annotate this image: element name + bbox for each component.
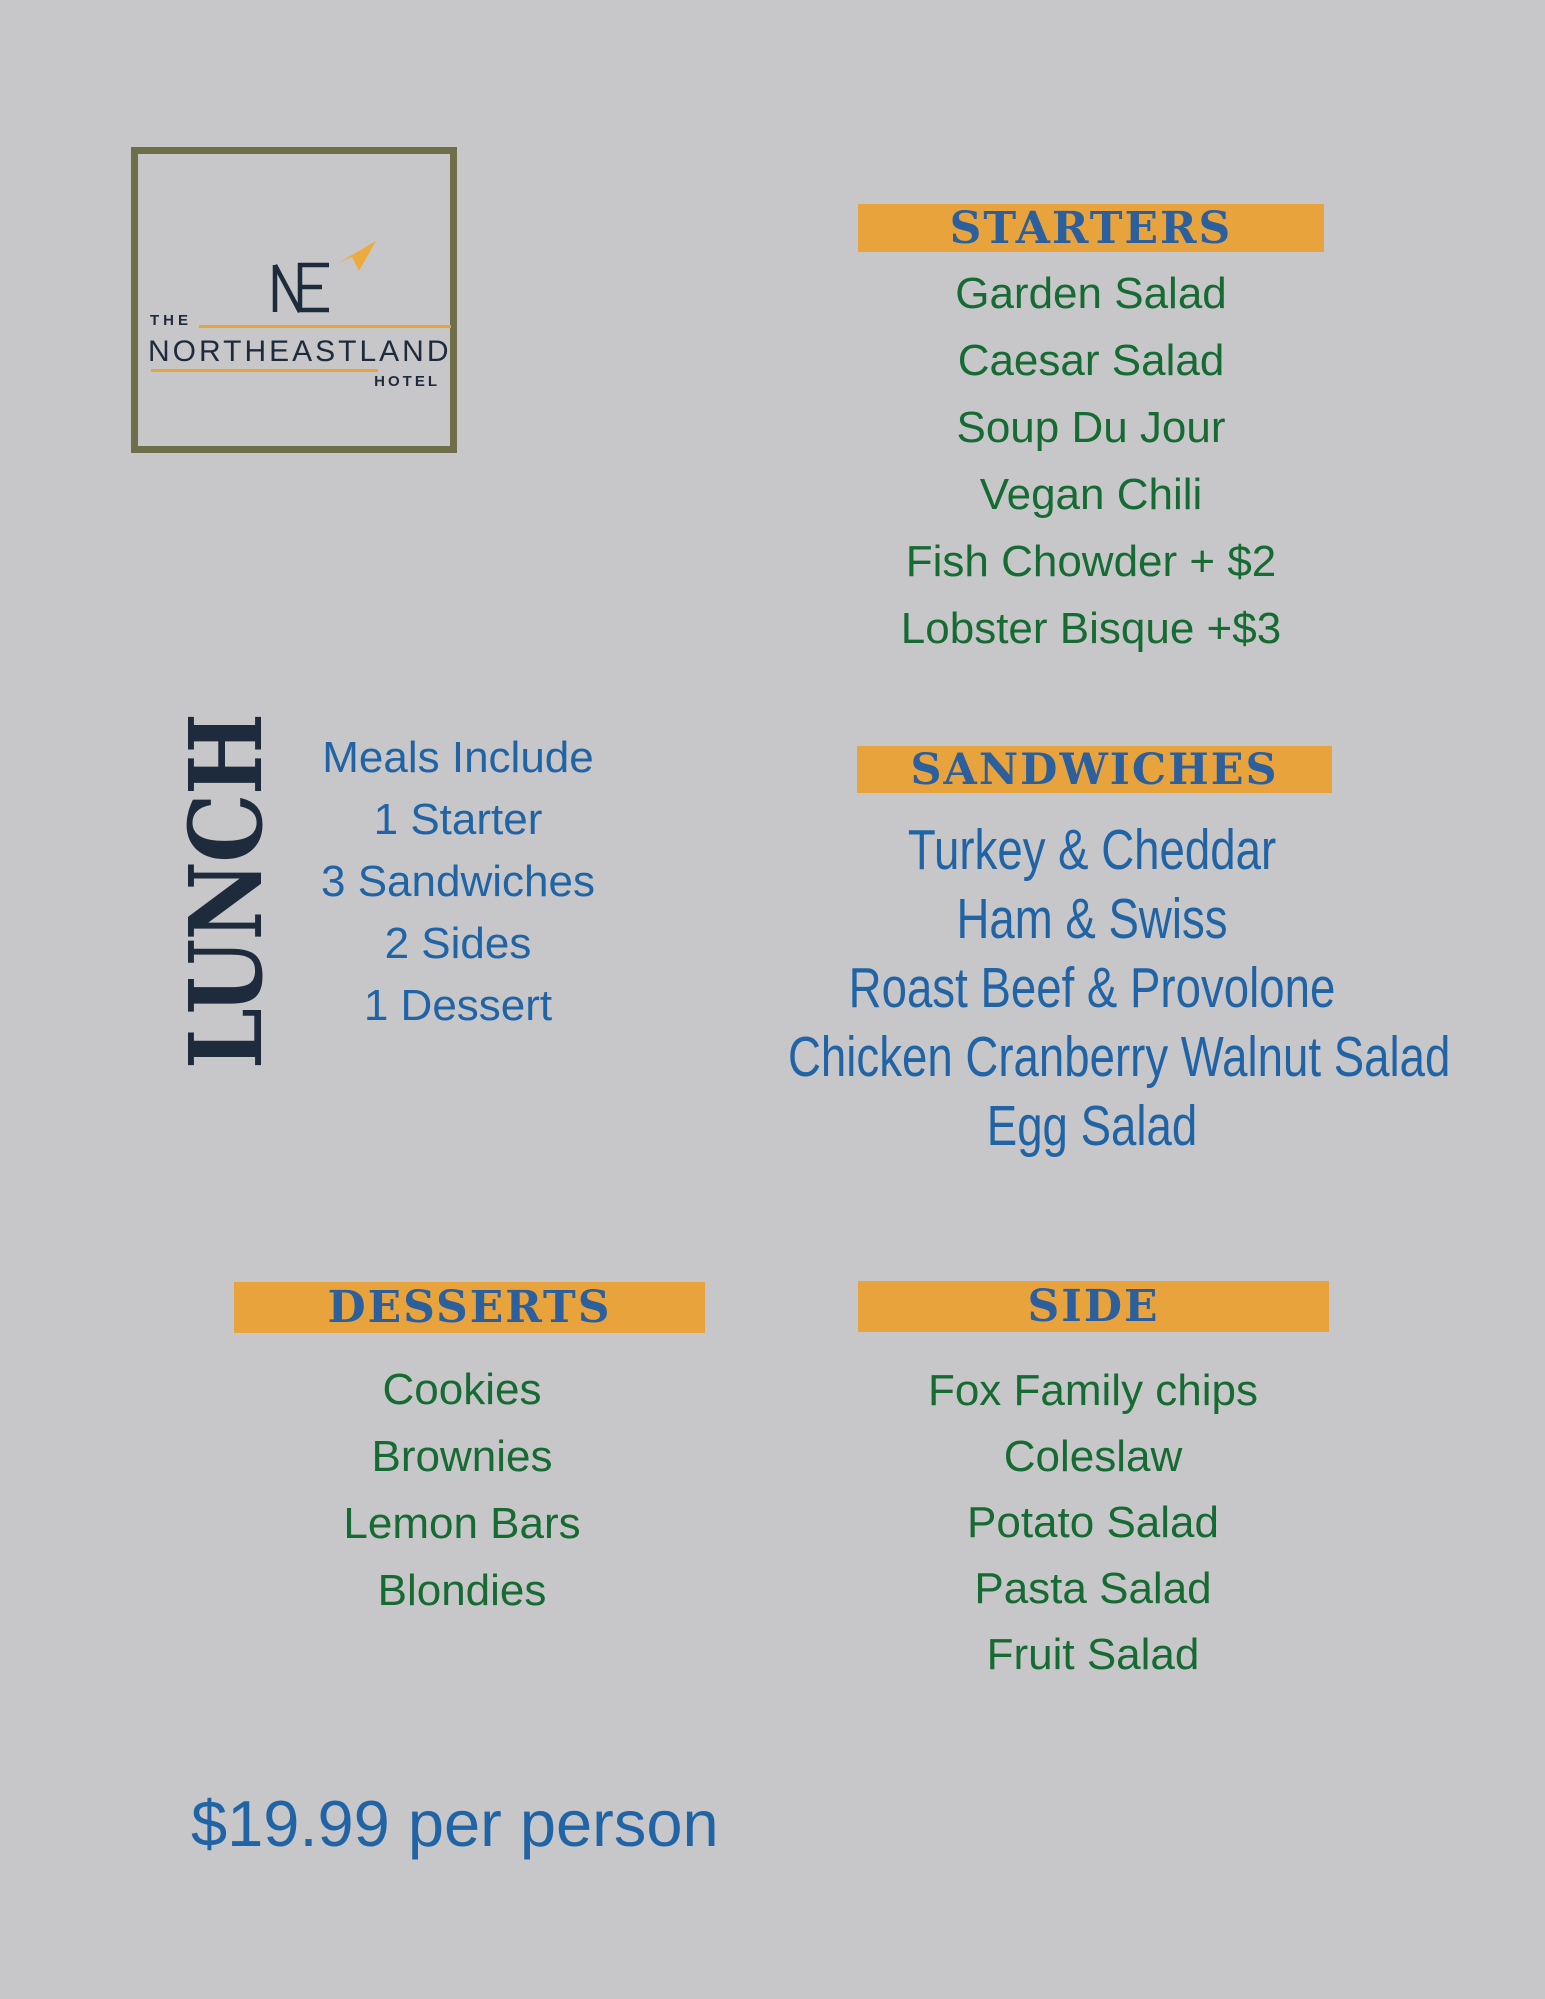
desserts-item: Brownies — [371, 1432, 553, 1481]
starters-item: Soup Du Jour — [956, 403, 1226, 452]
starters-item: Vegan Chili — [979, 470, 1203, 519]
logo-divider-line — [151, 369, 378, 372]
meal-includes-line: 3 Sandwiches — [321, 857, 595, 906]
meal-includes-line: 1 Starter — [373, 795, 543, 844]
meal-includes-line: 1 Dessert — [363, 981, 553, 1030]
sandwiches-list — [712, 816, 1472, 1161]
desserts-item: Lemon Bars — [343, 1499, 581, 1548]
desserts-item: Blondies — [377, 1566, 547, 1615]
lunch-title-text: LUNCH — [167, 714, 285, 1070]
meal-includes-line: Meals Include — [322, 733, 594, 782]
price-per-person: $19.99 per person — [191, 1787, 719, 1860]
side-item: Potato Salad — [967, 1498, 1219, 1547]
starters-item: Caesar Salad — [957, 336, 1225, 385]
starters-item: Garden Salad — [955, 269, 1227, 318]
starters-item: Lobster Bisque +$3 — [900, 604, 1282, 653]
meal-includes-line: 2 Sides — [384, 919, 532, 968]
sandwiches-item: Chicken Cranberry Walnut Salad — [788, 1025, 1451, 1089]
side-header: SIDE — [858, 1281, 1329, 1332]
side-item: Pasta Salad — [974, 1564, 1212, 1613]
logo-divider-line — [199, 325, 451, 328]
side-item: Fox Family chips — [927, 1366, 1259, 1415]
side-item: Fruit Salad — [986, 1630, 1200, 1679]
sandwiches-item: Ham & Swiss — [956, 887, 1228, 951]
desserts-header: DESSERTS — [234, 1282, 705, 1333]
starters-item: Fish Chowder + $2 — [905, 537, 1277, 586]
starters-header: STARTERS — [858, 204, 1324, 252]
lunch-title — [167, 714, 285, 1070]
desserts-list — [112, 1356, 812, 1624]
logo-hotel-word: HOTEL — [374, 373, 440, 390]
hotel-logo — [131, 147, 457, 453]
sandwiches-item: Turkey & Cheddar — [907, 818, 1277, 882]
sandwiches-item: Roast Beef & Provolone — [848, 956, 1336, 1020]
sandwiches-header: SANDWICHES — [857, 746, 1332, 793]
sandwiches-item: Egg Salad — [986, 1094, 1198, 1158]
side-item: Coleslaw — [1003, 1432, 1183, 1481]
meal-includes-list — [258, 727, 658, 1037]
ne-monogram-icon — [271, 241, 376, 314]
starters-list — [741, 260, 1441, 662]
northeast-arrow-icon — [338, 241, 376, 271]
logo-the: THE — [150, 312, 192, 329]
desserts-item: Cookies — [382, 1365, 542, 1414]
logo-hotel-name: NORTHEASTLAND — [148, 335, 452, 368]
side-list — [743, 1358, 1443, 1688]
